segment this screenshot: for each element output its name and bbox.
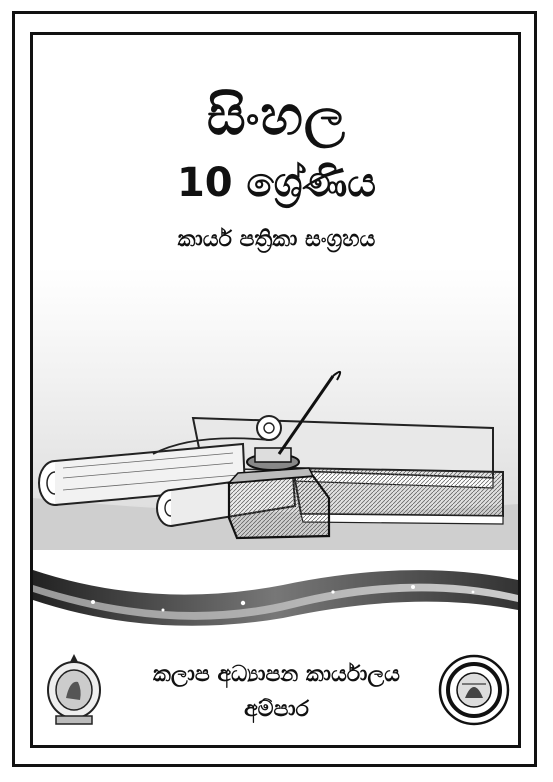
subtitle: කාර්ය පත්‍රිකා සංග්‍රහය <box>177 227 376 252</box>
subject-title: සිංහල <box>206 84 347 147</box>
grade-title: 10 ශ්‍රේණිය <box>176 160 377 206</box>
office-location: අම්පාර <box>244 697 309 722</box>
decorative-wave-band <box>33 540 518 648</box>
sri-lanka-emblem-icon <box>42 650 106 730</box>
books-scrolls-inkwell-illustration <box>33 268 518 550</box>
zonal-education-office-seal-icon <box>438 654 510 726</box>
office-name: කලාප අධ්‍යාපන කාර්යාලය <box>153 662 400 687</box>
